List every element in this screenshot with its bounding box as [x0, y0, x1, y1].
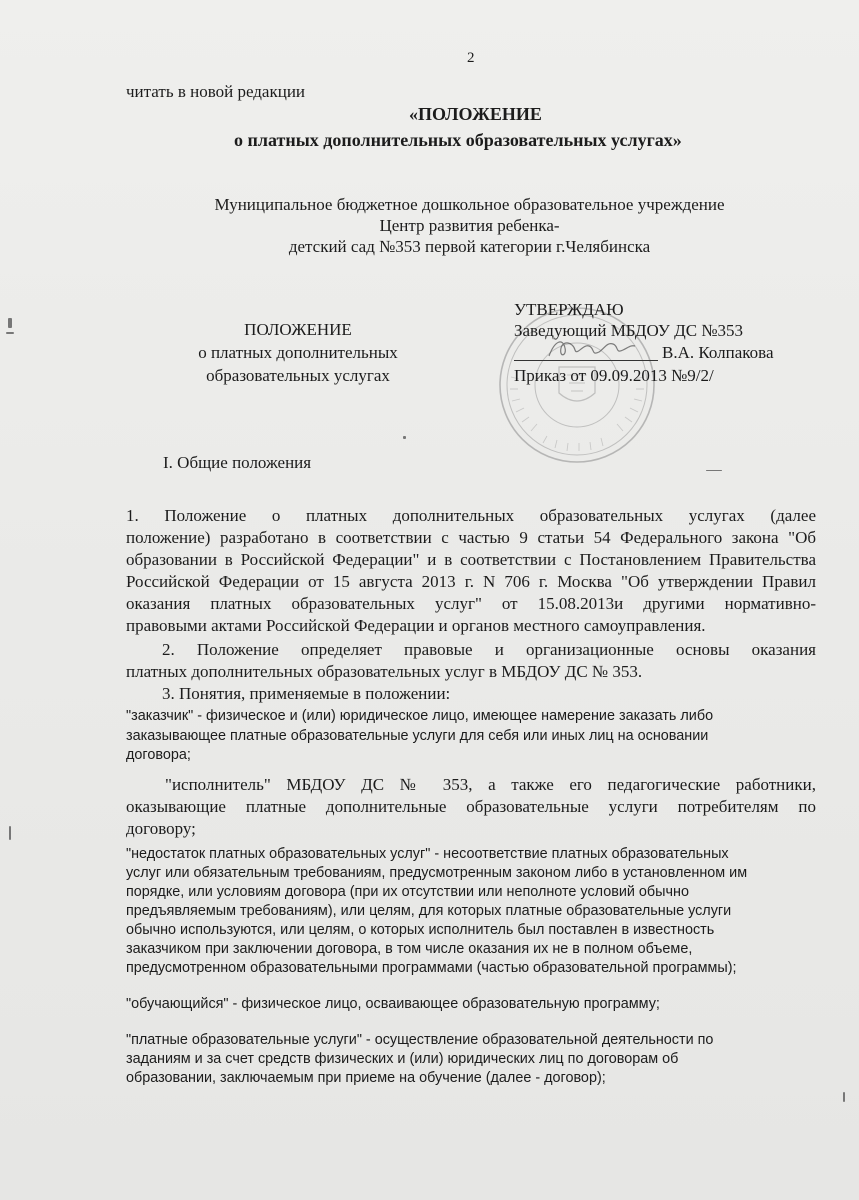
definition-customer-line: заказывающее платные образовательные услуги для себя или иных лиц на основании [126, 728, 709, 744]
page-number: 2 [467, 50, 475, 66]
definition-customer-line: договора; [126, 747, 191, 763]
signature-line [514, 360, 658, 361]
scan-mark [843, 1092, 845, 1102]
approval-name: В.А. Колпакова [662, 343, 774, 362]
definition-deficiency-line: порядке, или условиям договора (при их отсутствии или неполноте условий обычно [126, 884, 689, 900]
definition-deficiency-line: "недостаток платных образовательных услуг" - несоответствие платных образовательных [126, 846, 729, 862]
institution-line-1: Муниципальное бюджетное дошкольное образовательное учреждение [214, 195, 725, 214]
institution-line-2: Центр развития ребенка- [379, 216, 560, 235]
definition-deficiency-line: заказчиком при заключении договора, в том числе оказания их не в полном объеме, [126, 941, 693, 957]
regulation-title-line-1: ПОЛОЖЕНИЕ [244, 320, 352, 339]
regulation-title-line-3: образовательных услугах [206, 366, 390, 385]
scan-mark [6, 332, 14, 334]
document-title-line-2: о платных дополнительных образовательных услугах» [234, 130, 682, 150]
document-title-line-1: «ПОЛОЖЕНИЕ [409, 104, 542, 124]
definition-executor-line: "исполнитель" МБДОУ ДС № 353, а также его педагогические работники, [165, 775, 816, 794]
paragraph-2-line: платных дополнительных образовательных услуг в МБДОУ ДС № 353. [126, 662, 643, 681]
definition-customer-line: "заказчик" - физическое и (или) юридическое лицо, имеющее намерение заказать либо [126, 708, 714, 724]
paragraph-1-line: Российской Федерации от 15 августа 2013 г. N 706 г. Москва "Об утверждении Правил [126, 572, 816, 591]
approval-order: Приказ от 09.09.2013 №9/2/ [514, 366, 714, 385]
definition-executor-line: оказывающие платные дополнительные образовательные услуги потребителям по [126, 797, 816, 816]
definition-deficiency-line: услуг или обязательным требованиям, предусмотренным законом либо в установленном им [126, 865, 748, 881]
definition-paid-services-line: заданиям и за счет средств физических и (или) юридических лиц по договорам об [126, 1051, 679, 1067]
scan-mark [706, 470, 722, 471]
definition-deficiency-line: предъявляемым требованиям), или целям, для которых платные образовательные услуги [126, 903, 732, 919]
paragraph-2-line: 2. Положение определяет правовые и организационные основы оказания [162, 640, 816, 659]
paragraph-1-line: образовании в Российской Федерации" и в соответствии с Постановлением Правительства [126, 550, 816, 569]
definition-paid-services-line: "платные образовательные услуги" - осуществление образовательной деятельности по [126, 1032, 714, 1048]
section-heading: I. Общие положения [163, 453, 312, 472]
paragraph-1-line: оказания платных образовательных услуг" от 15.08.2013и другими нормативно- [126, 594, 816, 613]
definition-learner: "обучающийся" - физическое лицо, осваивающее образовательную программу; [126, 996, 660, 1012]
regulation-title-line-2: о платных дополнительных [198, 343, 398, 362]
definition-deficiency-line: предусмотренном образовательными программами (частью образовательной программы); [126, 960, 737, 976]
paragraph-1-line: правовыми актами Российской Федерации и органов местного самоуправления. [126, 616, 706, 635]
approval-position: Заведующий МБДОУ ДС №353 [514, 321, 744, 340]
approval-heading: УТВЕРЖДАЮ [514, 300, 624, 319]
scan-mark [403, 436, 406, 439]
scan-mark [9, 826, 11, 840]
definition-paid-services-line: образовании, заключаемым при приеме на обучение (далее - договор); [126, 1070, 606, 1086]
definition-executor-line: договору; [126, 819, 196, 838]
paragraph-3: 3. Понятия, применяемые в положении: [162, 684, 451, 703]
paragraph-1-line: положение) разработано в соответствии с частью 9 статьи 54 Федерального закона "Об [126, 528, 816, 547]
institution-line-3: детский сад №353 первой категории г.Челябинска [288, 237, 651, 256]
edition-note: читать в новой редакции [126, 82, 306, 101]
definition-deficiency-line: обычно используются, или целям, о которых исполнитель был поставлен в известность [126, 922, 715, 938]
paragraph-1-line: 1. Положение о платных дополнительных образовательных услугах (далее [126, 506, 816, 525]
scan-mark [8, 318, 12, 328]
